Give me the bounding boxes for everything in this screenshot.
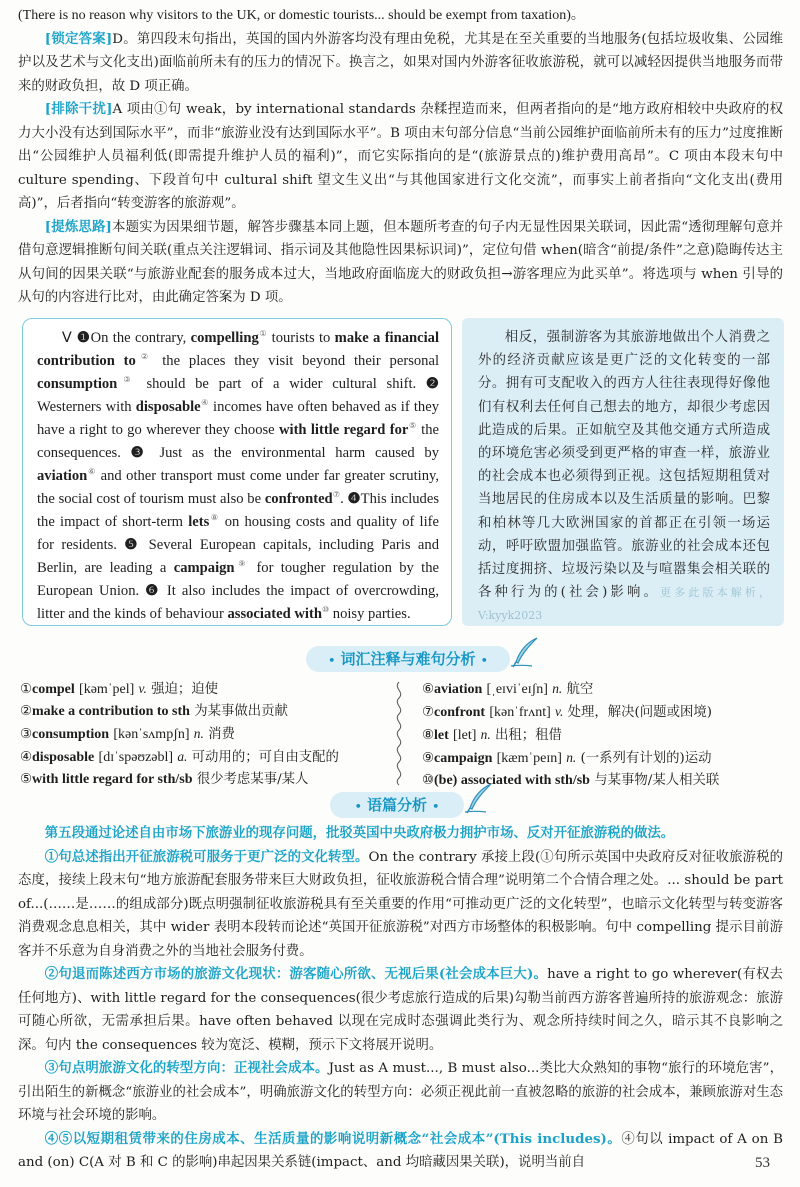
para-label: Ⅴ [61, 330, 73, 346]
vocab-item: ⑤with little regard for sth/sb 很少考虑某事/某人 [20, 772, 309, 787]
vocab-item: ⑦confront [kənˈfrʌnt] v. 处理，解决(问题或困境) [422, 704, 712, 720]
vocab-item: ①compel [kəmˈpel] v. 强迫；迫使 [20, 681, 219, 697]
analysis-section-header: • 语篇分析 • [330, 792, 464, 818]
vocab-item: ②make a contribution to sth 为某事做出贡献 [20, 704, 288, 719]
answer-explanation [18, 4, 783, 310]
analysis-point-4: ④⑤以短期租赁带来的住房成本、生活质量的影响说明新概念“社会成本”(This includes)。④句以 impact of A on B and (on) C(A 对 B 和 C 的影响)串起因果关系链(impact、and 均暗藏因果关联)，说明当前自 [18, 1130, 784, 1170]
vocab-item: ⑩(be) associated with sth/sb 与某事物/某人相关联 [422, 773, 720, 788]
page-number: 53 [755, 1155, 770, 1171]
exclude-tag: [排除干扰] [44, 101, 113, 117]
vocab-list-left [20, 678, 339, 791]
vocab-section-header: • 词汇注释与难句分析 • [306, 646, 510, 672]
answer-paragraph: [锁定答案]D。第四段末句指出，英国的国内外游客均没有理由免税，尤其是在至关重要的当地服务(包括垃圾收集、公园维护以及艺术与文化支出)面临前所未有的压力的情况下。换言之，如果对国内外游客征收旅游税，就可以减轻因提供当地服务而带来的财政负担，故 D 项正确。 [18, 30, 783, 94]
discourse-analysis [18, 822, 783, 1175]
analysis-point-1: ①句总述指出开征旅游税可服务于更广泛的文化转型。On the contrary 承接上段(①句所示英国中央政府反对征收旅游税的态度，接续上段末句“地方旅游配套服务带来巨大财政负担，征收旅游税合情合理”说明第二个合情合理之处。... should be part of...(……是……的组成部分)既点明强制征收旅游税具有至关重要的作用“可推动更广泛的文化转型”，也暗示文化转型与转变游客消费观念息息相关，其中 wider 表明本段转而论述“英国开征旅游税”对西方市场整体的积极影响。句中 compelling 提示目前游客并不乐意为自身消费之外的当地社会服务付费。 [18, 848, 783, 959]
analysis-point-2: ②句退而陈述西方市场的旅游文化现状：游客随心所欲、无视后果(社会成本巨大)。have a right to go wherever(有权去任何地方)、with little regard for the consequences(很少考虑旅行造成的后果)勾勒当前西方游客普遍所持的旅游观念：旅游可随心所欲，无需承担后果。have often behaved 以现在完成时态强调此类行为、观念所持续时间之久，暗示其不良影响之深。句内 the consequences 较为宽泛、模糊，预示下文将展开说明。 [18, 966, 784, 1053]
answer-tag: [锁定答案] [44, 30, 113, 47]
english-passage: Ⅴ ❶On the contrary, compelling① tourists to make a financial contribution to② the places they visit beyond their personal consumption③ should be part of a wider cultural shift. ❷ Westerners with disposable④ incomes have often behaved as if they have a right to go wherever they choose with little regard for⑤ the consequences. ❸ Just as the environmental harm caused by aviation⑥ and other transport must come under far greater scrutiny, the social cost of tourism must also be confronted⑦. ❹This includes the impact of short-term lets⑧ on housing costs and quality of life for residents. ❺ Several European capitals, including Paris and Berlin, are leading a campaign⑨ for tougher regulation by the European Union. ❻ It also includes the impact of overcrowding, litter and the kinds of behaviour associated with⑩ noisy parties. [22, 318, 452, 626]
watermark: 更多此版本解析，V:kyyk2023 [478, 586, 771, 623]
chinese-translation: 相反，强制游客为其旅游地做出个人消费之外的经济贡献应该是更广泛的文化转变的一部分。拥有可支配收入的西方人往往表现得好像他们有权利去任何自己想去的地方，却很少考虑因此造成的后果。正如航空及其他交通方式所造成的环境危害必须受到更严格的审查一样，旅游业的社会成本也必须得到正视。这包括短期租赁对当地居民的住房成本以及生活质量的影响。巴黎和柏林等几大欧洲国家的首都正在引领一场运动，呼吁欧盟加强监管。旅游业的社会成本还包括过度拥挤、垃圾污染以及与喧嚣集会相关联的各种行为的(社会)影响。更多此版本解析，V:kyyk2023 [462, 318, 784, 626]
tip-tag: [提炼思路] [44, 218, 112, 235]
tip-paragraph: [提炼思路]本题实为因果细节题，解答步骤基本同上题，但本题所考查的句子内无显性因果关联词，因此需“透彻理解句意并借句意逻辑推断句间关联(重点关注逻辑词、指示词及其他隐性因果标识词)”，定位句借 when(暗含“前提/条件”之意)隐晦传达主从句间的因果关联“与旅游业配套的服务成本过大，当地政府面临庞大的财政负担→游客理应为此买单”。将选项与 when 引导的从句的内容进行比对，由此确定答案为 D 项。 [18, 218, 784, 305]
vocab-item: ③consumption [kənˈsʌmpʃn] n. 消费 [20, 726, 235, 742]
divider-spiral [392, 680, 406, 786]
quill-icon [464, 782, 494, 814]
vocab-list-right [422, 678, 719, 792]
vocab-item: ⑨campaign [kæmˈpeɪn] n. (一系列有计划的)运动 [422, 750, 712, 766]
analysis-intro: 第五段通过论述自由市场下旅游业的现存问题，批驳英国中央政府极力拥护市场、反对开征旅游税的做法。 [44, 825, 675, 841]
vocab-item: ④disposable [dɪˈspəʊzəbl] a. 可动用的；可自由支配的 [20, 749, 339, 765]
quill-icon [510, 636, 540, 668]
exclude-paragraph: [排除干扰]A 项由①句 weak，by international standards 杂糅捏造而来，但两者指向的是“地方政府相较中央政府的权力大小没有达到国际水平”，而非“旅游业没有达到国际水平”。B 项由末句部分信息“当前公园维护面临前所未有的压力”过度推断出“公园维护人员福利低(即需提升维护人员的福利)”，而它实际指向的是“(旅游景点的)维护费用高昂”。C 项由本段末句中 culture spending、下段首句中 cultural shift 望文生义出“与其他国家进行文化交流”，而事实上前者指向“文化支出(费用高)”，后者指向“转变游客的旅游观”。 [18, 101, 783, 211]
analysis-point-3: ③句点明旅游文化的转型方向：正视社会成本。Just as A must..., B must also...类比大众熟知的事物“旅行的环境危害”，引出陌生的新概念“旅游业的社会成本”，明确旅游文化的转型方向：必须正视此前一直被忽略的旅游的社会成本，兼顾旅游对生态环境与社会环境的影响。 [18, 1060, 784, 1123]
quote-line: (There is no reason why visitors to the UK, or domestic tourists... should be exempt from taxation)。 [18, 8, 585, 23]
vocab-item: ⑥aviation [ˌeɪviˈeɪʃn] n. 航空 [422, 681, 594, 697]
vocab-item: ⑧let [let] n. 出租；租借 [422, 727, 562, 743]
